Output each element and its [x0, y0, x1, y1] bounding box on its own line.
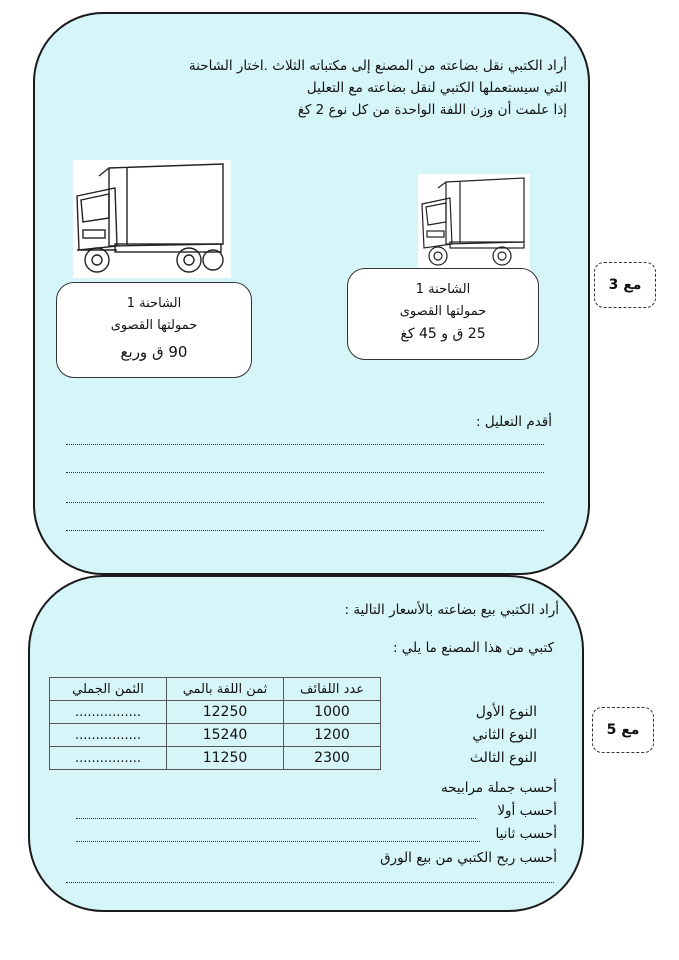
truck-capacity: 25 ق و 45 كغ — [400, 326, 486, 342]
table-row — [50, 747, 544, 770]
truck-capacity-label: حمولتها القصوى — [110, 318, 198, 333]
row-price: 15240 — [167, 724, 284, 747]
exercise-3-line-2: التي سيستعملها الكتبي لنقل بضاعته مع التعليل — [306, 80, 567, 96]
justification-label: أقدم التعليل : — [476, 414, 552, 430]
truck-name: الشاحنة 1 — [126, 296, 182, 311]
large-truck-image — [73, 160, 231, 278]
exercise-3-line-3: إذا علمت أن وزن اللفة الواحدة من كل نوع 2 كغ — [297, 102, 567, 118]
table-header: ثمن اللفة بالمي — [167, 678, 284, 701]
truck-capacity-label: حمولتها القصوى — [399, 304, 487, 319]
price-table — [49, 677, 543, 770]
row-count: 2300 — [284, 747, 381, 770]
question-1: أحسب جملة مرابيحه — [440, 780, 557, 796]
table-row — [50, 701, 544, 724]
answer-line[interactable] — [66, 472, 544, 473]
truck-name: الشاحنة 1 — [415, 282, 471, 297]
exercise-5-intro: أراد الكتبي بيع بضاعته بالأسعار التالية : — [344, 602, 559, 618]
answer-line[interactable] — [66, 530, 544, 531]
row-count: 1000 — [284, 701, 381, 724]
answer-line[interactable] — [76, 841, 480, 842]
exercise-5-tag: مع 5 — [592, 707, 654, 753]
table-row — [50, 724, 544, 747]
question-3: أحسب ثانيا — [495, 826, 557, 842]
question-2: أحسب أولا — [497, 803, 557, 819]
table-header: الثمن الجملي — [50, 678, 167, 701]
answer-line[interactable] — [76, 818, 476, 819]
truck-capacity: 90 ق وربع — [120, 343, 188, 361]
answer-line[interactable] — [66, 444, 544, 445]
row-total[interactable]: ................ — [50, 747, 167, 770]
row-total[interactable]: ................ — [50, 701, 167, 724]
table-header: عدد اللفائف — [284, 678, 381, 701]
truck-icon — [73, 160, 231, 278]
exercise-3-tag: مع 3 — [594, 262, 656, 308]
question-4: أحسب ربح الكتبي من بيع الورق — [380, 850, 557, 866]
large-truck-info — [56, 282, 252, 378]
answer-line[interactable] — [66, 882, 554, 883]
row-total[interactable]: ................ — [50, 724, 167, 747]
table-header-row — [50, 678, 544, 701]
answer-line[interactable] — [66, 502, 544, 503]
table-corner — [381, 678, 544, 701]
exercise-5-intro-2: كتبي من هذا المصنع ما يلي : — [392, 640, 554, 656]
row-price: 11250 — [167, 747, 284, 770]
row-type: النوع الثالث — [469, 750, 537, 766]
row-count: 1200 — [284, 724, 381, 747]
exercise-3-line-1: أراد الكتبي نقل بضاعته من المصنع إلى مكتباته الثلاث .اختار الشاحنة — [188, 58, 567, 74]
small-truck-image — [418, 174, 530, 270]
row-type: النوع الثاني — [472, 727, 537, 743]
row-type: النوع الأول — [475, 704, 537, 720]
truck-icon — [418, 174, 530, 270]
row-price: 12250 — [167, 701, 284, 724]
small-truck-info — [347, 268, 539, 360]
